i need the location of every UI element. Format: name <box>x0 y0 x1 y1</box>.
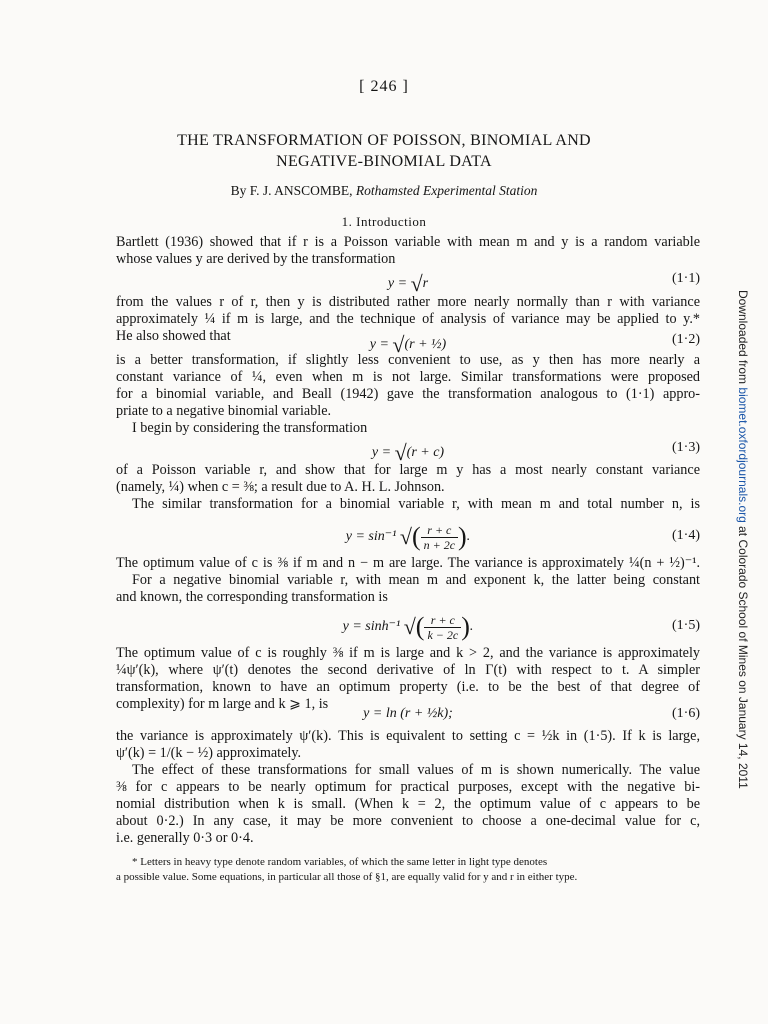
equation-1-5: y = sinh⁻¹ √( $\frac{r + c}{k - 2c}$ ). (1·5) <box>342 612 700 642</box>
body-line: For a negative binomial variable r, with mean m and exponent k, the latter being constant <box>132 572 700 588</box>
equation-1-2: y = √(r + ½) (1·2) <box>369 332 700 357</box>
body-line: whose values y are derived by the transformation <box>116 251 396 267</box>
equation-1-1: y = √r (1·1) <box>387 271 700 296</box>
page-number: [ 246 ] <box>359 78 409 95</box>
equation-number: (1·1) <box>672 271 700 286</box>
body-line: i.e. generally 0·3 or 0·4. <box>116 830 254 846</box>
sidebar-prefix: Downloaded from <box>736 290 750 388</box>
body-line: ¼ψ′(k), where ψ′(t) denotes the second derivative of ln Γ(t) with respect to t. A simpler <box>116 662 700 678</box>
equation-1-6: y = ln (r + ½k); (1·6) <box>363 706 700 721</box>
sidebar-suffix: at Colorado School of Mines on January 14, 2011 <box>736 522 750 789</box>
body-line: of a Poisson variable r, and show that for large m y has a most nearly constant variance <box>116 462 700 478</box>
author-byline <box>0 183 768 199</box>
body-line: approximately ¼ if m is large, and the technique of analysis of variance may be applied to y.* <box>116 311 700 327</box>
body-line: ψ′(k) = 1/(k − ½) approximately. <box>116 745 302 761</box>
footnote-line: * Letters in heavy type denote random variables, of which the same letter in light type denotes <box>132 856 548 868</box>
body-line: ⅜ for c appears to be nearly optimum for practical purposes, except with the negative bi- <box>116 779 700 795</box>
equation-1-4: y = sin⁻¹ √( $\frac{r + c}{n + 2c}$ ). (1·4) <box>345 522 700 552</box>
author-institution: Rothamsted Experimental Station <box>355 183 538 198</box>
body-line: is a better transformation, if slightly less convenient to use, as y then has more nearly a <box>116 352 700 368</box>
equation-number: (1·2) <box>672 332 700 347</box>
body-line: from the values r of r, then y is distributed rather more nearly normally than r with variance <box>116 294 700 310</box>
author-name: By F. J. ANSCOMBE, <box>230 183 353 198</box>
body-line: The optimum value of c is roughly ⅜ if m is large and k > 2, and the variance is approximately <box>116 645 700 661</box>
body-line: Bartlett (1936) showed that if r is a Poisson variable with mean m and y is a random variable <box>116 234 700 250</box>
body-line: about 0·2.) In any case, it may be more convenient to choose a one-decimal value for c, <box>116 813 700 829</box>
body-line: constant variance of ¼, even when m is not large. Similar transformations were proposed <box>116 369 700 385</box>
body-line: complexity) for m large and k ⩾ 1, is <box>116 696 329 712</box>
article-title <box>120 130 648 172</box>
title-line-1: THE TRANSFORMATION OF POISSON, BINOMIAL AND <box>177 132 591 149</box>
title-line-2: NEGATIVE-BINOMIAL DATA <box>276 153 492 170</box>
body-line: The effect of these transformations for small values of m is shown numerically. The value <box>132 762 700 778</box>
body-line: He also showed that <box>116 328 231 344</box>
footnote-line: a possible value. Some equations, in particular all those of §1, are equally valid for y and r in either type. <box>116 871 578 883</box>
body-line: I begin by considering the transformation <box>132 420 368 436</box>
equation-number: (1·6) <box>672 706 700 721</box>
body-line: (namely, ¼) when c = ⅜; a result due to A. H. L. Johnson. <box>116 479 445 495</box>
download-sidebar <box>735 290 751 789</box>
body-line: for a binomial variable, and Beall (1942) gave the transformation analogous to (1·1) appro- <box>116 386 700 402</box>
body-line: priate to a negative binomial variable. <box>116 403 332 419</box>
equation-1-3: y = √(r + c) (1·3) <box>371 440 700 465</box>
body-line: The similar transformation for a binomial variable r, with mean m and total number n, is <box>132 496 700 512</box>
body-line: nomial distribution when k is small. (When k = 2, the optimum value of c appears to be <box>116 796 700 812</box>
body-line: transformation, known to have an optimum property (i.e. to be the best of that degree of <box>116 679 700 695</box>
section-heading: 1. Introduction <box>341 214 427 229</box>
body-line: the variance is approximately ψ′(k). This is equivalent to setting c = ½k in (1·5). If k is large, <box>116 728 700 744</box>
equation-number: (1·5) <box>672 618 700 633</box>
equation-number: (1·3) <box>672 440 700 455</box>
body-line: The optimum value of c is ⅜ if m and n − m are large. The variance is approximately ¼(n + ½)⁻¹. <box>116 555 700 571</box>
body-line: and known, the corresponding transformation is <box>116 589 388 605</box>
equation-number: (1·4) <box>672 528 700 543</box>
sidebar-journal-link[interactable]: biomet.oxfordjournals.org <box>736 387 750 523</box>
